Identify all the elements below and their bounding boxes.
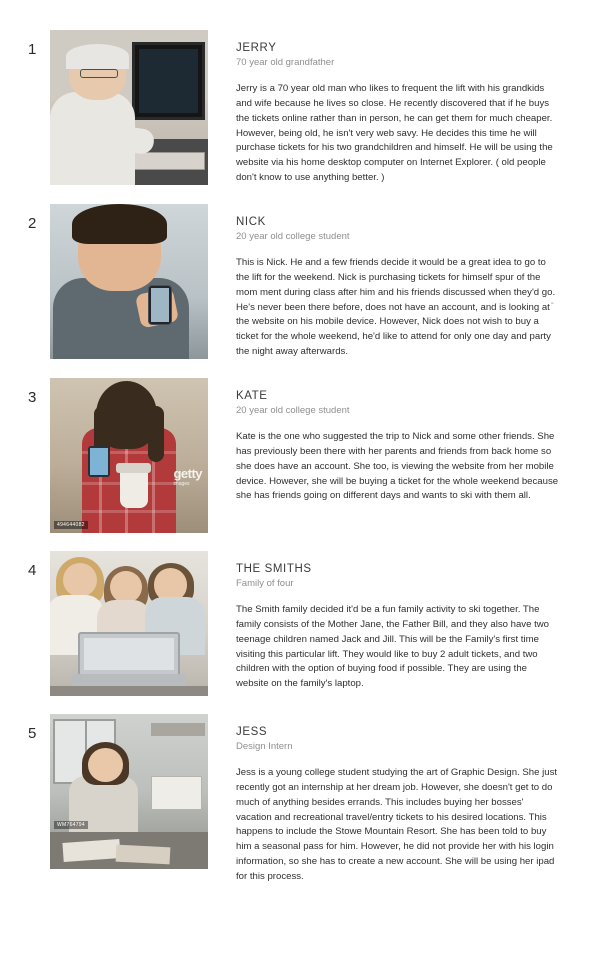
persona-text [208, 30, 560, 186]
persona-photo-jess [50, 714, 208, 869]
watermark-getty: getty images [173, 466, 202, 488]
illustration-family-at-laptop [50, 551, 208, 696]
persona-text [208, 204, 560, 360]
persona-photo-jerry [50, 30, 208, 185]
persona-description: Jerry is a 70 year old man who likes to frequent the lift with his grandkids and wife because he lives so close. He recently discovered that if he buys the tickets online rather than in person, he can get them for much cheaper. However, being old, he isn't very web savy. He decides this time he will purchase tickets for his two grandchildren and himself. He will be using the website via his home desktop computer on Internet Explorer. ( old people don't know to use anything better. ) [236, 83, 553, 184]
illustration-intern-at-desk [50, 714, 208, 869]
persona-name: JESS [236, 726, 268, 739]
persona-role: Family of four [236, 578, 294, 590]
persona-role: 20 year old college student [236, 231, 350, 243]
illustration-desktop-computer-user [50, 30, 208, 185]
persona-number: 1 [28, 41, 37, 58]
persona-role: 20 year old college student [236, 405, 350, 417]
persona-number: 4 [28, 562, 37, 580]
persona-description: The Smith family decided it'd be a fun family activity to ski together. The family consists of the Mother Jane, the Father Bill, and they also have two teenage children named Jack and Jill. This will be the Family's first time visiting this particular lift. They would like to buy 2 adult tickets, and two children with the option of buying food if possible. They are using the website on the family's laptop. [236, 604, 550, 690]
persona-card [0, 30, 612, 186]
illustration-woman-with-phone-and-coffee [50, 378, 208, 533]
persona-role: 70 year old grandfather [236, 57, 335, 68]
persona-number: 3 [28, 389, 37, 407]
persona-photo-smiths [50, 551, 208, 696]
persona-description: Jess is a young college student studying the art of Graphic Design. She just recently got an internship at her dream job. However, she doesn't get to do much of anything besides errands. This includes buying her bosses' vacation and recreational travel/entry tickets to his desired locations. This happens to include the Stowe Mountain Resort. She has been told to buy him a seasonal pass for him. However, he did not provide her with his login information, so she has to create a new account. She will be using her ipad for this process. [236, 767, 558, 883]
persona-text [208, 378, 560, 504]
persona-name: JERRY [236, 42, 277, 54]
persona-number: 2 [28, 215, 37, 233]
persona-name: NICK [236, 216, 266, 229]
persona-card [0, 714, 612, 885]
persona-description: This is Nick. He and a few friends decide it would be a great idea to go to the lift for the weekend. Nick is purchasing tickets for himself spur of the mom ment during class after him and his friends discussed when they'd go. He's never been there before, does not have an account, and is looking at the website on his mobile device. However, Nick does not wish to buy a ticket for the whole weekend, he'd like to attend for only one day and party the night away afterwards. [236, 257, 556, 358]
persona-text [208, 551, 560, 692]
persona-photo-nick [50, 204, 208, 359]
watermark-image-code: 494644082 [54, 521, 88, 529]
persona-description: Kate is the one who suggested the trip to Nick and some other friends. She has previously been there with her parents and friends from back home so she does have an account. She too, is viewing the website from her mobile device. However, she will be buying a ticket for the whole weekend because she has friends going on different days and wants to ski with them all. [236, 431, 559, 502]
watermark-image-code: WM764794 [54, 821, 88, 829]
persona-photo-kate [50, 378, 208, 533]
stray-dash-mark: - [550, 298, 554, 309]
persona-card [0, 551, 612, 696]
persona-name: KATE [236, 390, 268, 403]
persona-name: THE SMITHS [236, 563, 312, 576]
persona-card [0, 204, 612, 360]
persona-role: Design Intern [236, 741, 293, 753]
illustration-man-with-smartphone [50, 204, 208, 359]
persona-card [0, 378, 612, 533]
persona-text [208, 714, 560, 885]
persona-number: 5 [28, 725, 37, 743]
